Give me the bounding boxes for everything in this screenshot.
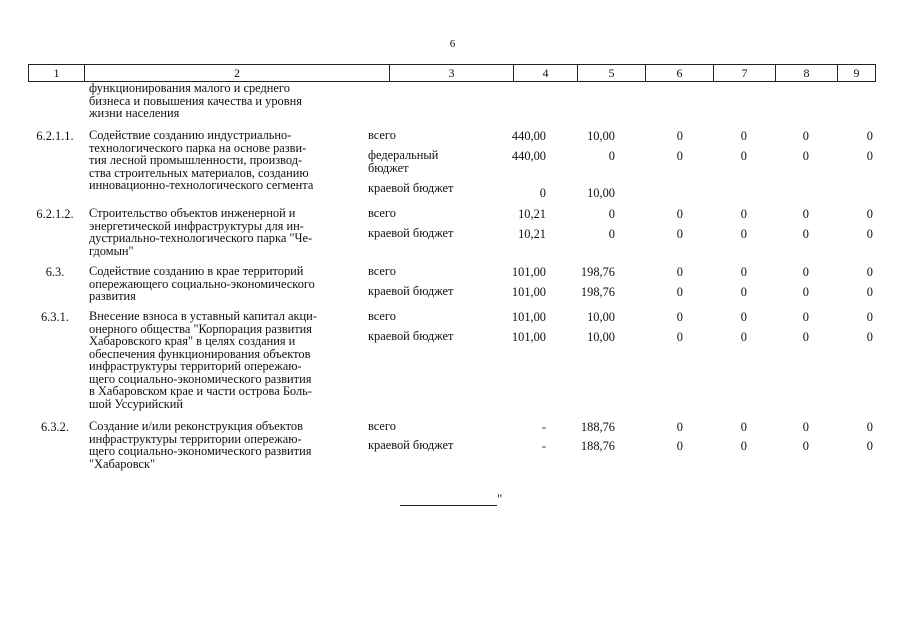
continuation-line: бизнеса и повышения качества и уровня — [89, 93, 302, 108]
description-line: тия лесной промышленности, производ- — [89, 153, 303, 167]
header-col-1: 1 — [29, 65, 85, 81]
description-line: опережающего социально-экономического — [89, 276, 315, 291]
description-line: щего социально-экономического развития — [89, 444, 312, 458]
header-col-7: 7 — [714, 65, 776, 81]
source-label: всего — [368, 419, 396, 433]
description-line: Внесение взноса в уставный капитал акци- — [89, 309, 317, 323]
value-cell: 0 — [802, 439, 809, 453]
source-label: краевой бюджет — [368, 329, 454, 343]
value-cell: 0 — [676, 420, 683, 434]
description-line: развития — [89, 289, 136, 303]
description-line: обеспечения функционирования объектов — [89, 346, 311, 361]
row-number: 6.3. — [45, 265, 65, 279]
value-cell: 101,00 — [511, 285, 546, 299]
description-line: в Хабаровском крае и части острова Боль- — [89, 384, 312, 398]
value-cell: 0 — [866, 265, 873, 279]
description-line: дустриально-технологического парка "Че- — [89, 231, 313, 245]
value-cell: 101,00 — [511, 310, 546, 324]
value-cell: 0 — [802, 149, 809, 163]
description-line: щего социально-экономического развития — [89, 371, 312, 386]
value-cell: 10,00 — [587, 129, 615, 143]
value-cell: 0 — [740, 149, 747, 163]
value-cell: 0 — [608, 227, 615, 241]
page-number: 6 — [449, 38, 456, 50]
value-cell: 0 — [802, 265, 809, 279]
closing-rule — [400, 505, 497, 506]
value-cell: 0 — [866, 420, 873, 434]
value-cell: 0 — [740, 265, 747, 279]
value-cell: 0 — [802, 285, 809, 299]
header-col-8: 8 — [776, 65, 838, 81]
description-line: Строительство объектов инженерной и — [89, 206, 296, 220]
value-cell: 0 — [740, 207, 747, 221]
value-cell: 101,00 — [511, 330, 546, 344]
value-cell: 0 — [676, 227, 683, 241]
value-cell: 0 — [676, 310, 683, 324]
source-label: краевой бюджет — [368, 226, 454, 240]
value-cell: 188,76 — [580, 439, 615, 453]
row-number: 6.3.2. — [41, 420, 69, 434]
description-line: "Хабаровск" — [89, 456, 156, 471]
value-cell: 0 — [866, 285, 873, 299]
value-cell: 10,00 — [587, 310, 615, 324]
continuation-line: функционирования малого и среднего — [89, 81, 290, 95]
description-line: ства строительных материалов, созданию — [89, 165, 309, 180]
value-cell: 0 — [740, 227, 747, 241]
description-line: инфраструктуры территории опережаю- — [89, 431, 302, 446]
value-cell: 440,00 — [511, 129, 546, 143]
description-line: Создание и/или реконструкция объектов — [89, 419, 303, 433]
value-cell: 0 — [866, 310, 873, 324]
row-description — [89, 265, 361, 303]
table-header — [28, 64, 876, 82]
source-label: всего — [368, 264, 396, 278]
value-cell: 0 — [740, 129, 747, 143]
continuation-text — [89, 82, 361, 120]
value-cell: 0 — [802, 207, 809, 221]
description-line: Хабаровского края" в целях создания и — [89, 334, 296, 348]
value-cell: 0 — [802, 310, 809, 324]
value-cell: 0 — [866, 330, 873, 344]
header-col-6: 6 — [646, 65, 714, 81]
value-cell: 0 — [608, 149, 615, 163]
source-label: всего — [368, 206, 396, 220]
description-line: гдомын" — [89, 243, 134, 258]
source-label: краевой бюджет — [368, 438, 454, 452]
row-description — [89, 420, 361, 470]
value-cell: 0 — [676, 439, 683, 453]
source-label: всего — [368, 309, 396, 323]
value-cell: 0 — [740, 285, 747, 299]
source-label: краевой бюджет — [368, 181, 454, 195]
closing-quote: " — [497, 491, 503, 506]
row-number: 6.2.1.1. — [36, 129, 74, 143]
value-cell: 0 — [676, 330, 683, 344]
value-cell: 0 — [740, 420, 747, 434]
description-line: шой Уссурийский — [89, 396, 184, 411]
description-line: инновационно-технологического сегмента — [89, 178, 314, 192]
row-description — [89, 310, 361, 410]
value-cell: 198,76 — [580, 265, 615, 279]
value-cell: 0 — [802, 227, 809, 241]
value-cell: 0 — [740, 330, 747, 344]
value-cell: 440,00 — [511, 149, 546, 163]
description-line: Содействие созданию индустриально- — [89, 128, 292, 142]
row-description — [89, 129, 361, 192]
header-col-3: 3 — [390, 65, 514, 81]
value-cell: 0 — [608, 207, 615, 221]
value-cell: 0 — [676, 129, 683, 143]
row-number: 6.3.1. — [41, 310, 69, 324]
value-cell: 0 — [866, 227, 873, 241]
description-line: Содействие созданию в крае территорий — [89, 264, 304, 278]
header-col-4: 4 — [514, 65, 578, 81]
description-line: энергетической инфраструктуры для ин- — [89, 218, 304, 233]
header-col-5: 5 — [578, 65, 646, 81]
value-cell: 10,00 — [587, 186, 615, 200]
value-cell: 10,21 — [518, 227, 546, 241]
row-description — [89, 207, 361, 257]
value-cell: - — [541, 439, 546, 453]
value-cell: 0 — [676, 149, 683, 163]
value-cell: 10,00 — [587, 330, 615, 344]
header-col-9: 9 — [853, 66, 860, 80]
value-cell: 0 — [802, 420, 809, 434]
value-cell: 0 — [740, 310, 747, 324]
description-line: онерного общества "Корпорация развития — [89, 321, 312, 336]
value-cell: - — [541, 420, 546, 434]
value-cell: 188,76 — [580, 420, 615, 434]
value-cell: 0 — [866, 129, 873, 143]
value-cell: 0 — [676, 285, 683, 299]
source-label: федеральный бюджет — [368, 148, 439, 175]
value-cell: 0 — [676, 207, 683, 221]
value-cell: 0 — [866, 439, 873, 453]
value-cell: 0 — [866, 149, 873, 163]
value-cell: 10,21 — [518, 207, 546, 221]
value-cell: 0 — [866, 207, 873, 221]
description-line: технологического парка на основе разви- — [89, 140, 307, 155]
value-cell: 0 — [740, 439, 747, 453]
value-cell: 0 — [802, 129, 809, 143]
value-cell: 0 — [676, 265, 683, 279]
row-number: 6.2.1.2. — [36, 207, 74, 221]
header-col-2: 2 — [85, 65, 390, 81]
value-cell: 0 — [802, 330, 809, 344]
source-label: краевой бюджет — [368, 284, 454, 298]
description-line: инфраструктуры территорий опережаю- — [89, 359, 302, 373]
source-label: всего — [368, 128, 396, 142]
continuation-line: жизни населения — [89, 106, 180, 120]
value-cell: 198,76 — [580, 285, 615, 299]
value-cell: 101,00 — [511, 265, 546, 279]
value-cell: 0 — [539, 186, 546, 200]
